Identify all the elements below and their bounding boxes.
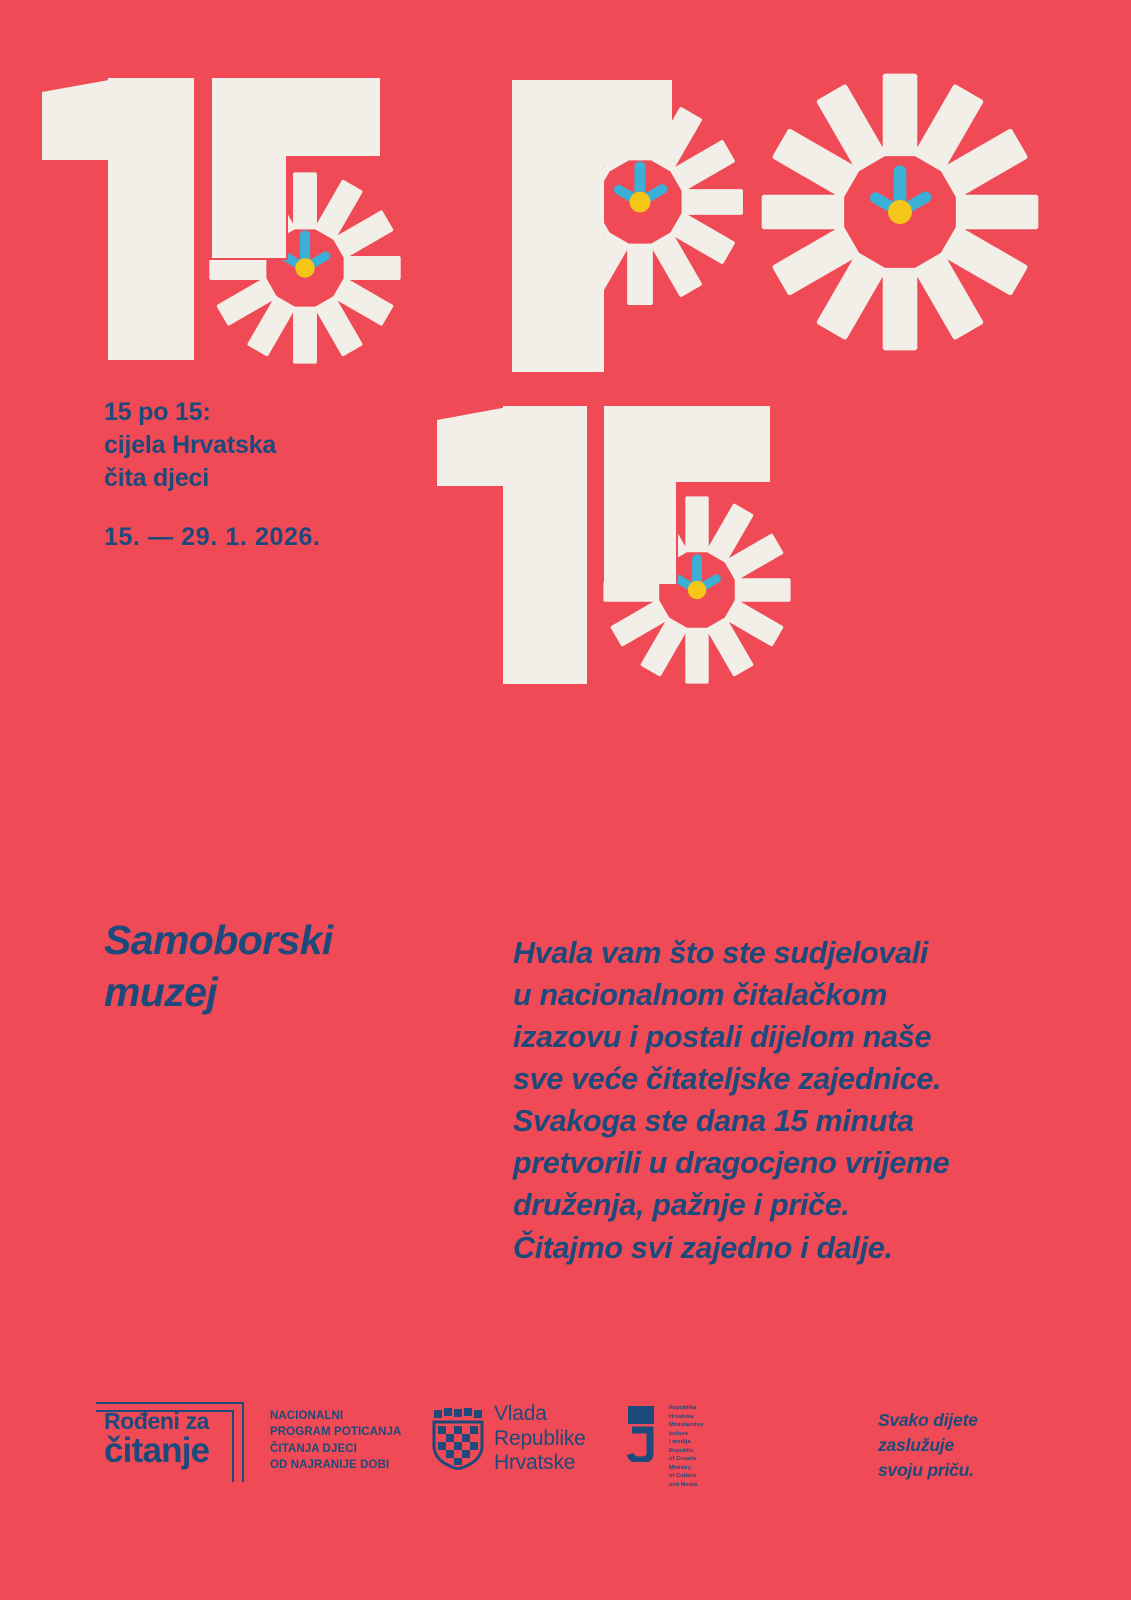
ministry-line-3: Ministarstvo xyxy=(669,1422,704,1428)
ministry-name xyxy=(669,1404,721,1489)
digit-five-first xyxy=(196,78,401,364)
message-line-1: Hvala vam što ste sudjelovali xyxy=(513,936,929,970)
institution-name xyxy=(104,915,464,1018)
ministry-line-10: and Media xyxy=(669,1481,698,1488)
ministry-line-7: of Croatia xyxy=(669,1456,697,1462)
ministry-line-8: Ministry xyxy=(669,1464,692,1471)
ministry-mark-icon xyxy=(626,1404,660,1462)
program-description xyxy=(270,1408,401,1473)
message-line-4: sve veće čitateljske zajednice. xyxy=(513,1062,942,1097)
institution-line-2: muzej xyxy=(104,968,218,1015)
government-name xyxy=(494,1402,586,1476)
event-dates: 15. — 29. 1. 2026. xyxy=(104,523,321,551)
digit-five-second xyxy=(592,406,791,684)
tagline-line-1: Svako dijete xyxy=(878,1410,978,1430)
program-line-1: NACIONALNI xyxy=(270,1410,344,1422)
program-line-3: ČITANJA DJECI xyxy=(270,1442,357,1455)
intro-block xyxy=(104,396,321,554)
government-logo xyxy=(432,1402,586,1476)
message-line-2: u nacionalnom čitalačkom xyxy=(513,978,888,1013)
ministry-line-9: of Culture xyxy=(669,1473,697,1479)
tagline-line-2: zaslužuje xyxy=(878,1435,955,1456)
ministry-logo xyxy=(626,1404,721,1489)
message-line-6: pretvorili u dragocjeno vrijeme xyxy=(513,1146,950,1181)
letter-p xyxy=(512,80,743,372)
message-line-3: izazovu i postali dijelom naše xyxy=(513,1020,932,1055)
intro-line-2: cijela Hrvatska xyxy=(104,431,277,459)
ministry-line-1: Republika xyxy=(669,1405,697,1411)
footer xyxy=(0,1380,1131,1520)
headline-lockup xyxy=(0,0,1131,720)
digit-one-second xyxy=(437,406,587,684)
program-line-2: PROGRAM POTICANJA xyxy=(270,1426,402,1439)
footer-tagline xyxy=(878,1408,978,1484)
government-line-1: Vlada xyxy=(494,1402,547,1425)
letter-o xyxy=(762,74,1039,351)
intro-line-1: 15 po 15: xyxy=(104,398,211,426)
digit-one-first xyxy=(42,78,194,360)
program-line-4: OD NAJRANIJE DOBI xyxy=(270,1458,390,1471)
government-line-2: Republike xyxy=(494,1426,586,1450)
rodeni-za-citanje-logo xyxy=(104,1396,254,1476)
thank-you-message xyxy=(513,932,1053,1269)
rodeni-logo-line-1: Rođeni za xyxy=(104,1408,210,1434)
croatian-coat-of-arms-icon xyxy=(432,1408,484,1470)
institution-line-1: Samoborski xyxy=(104,917,333,963)
ministry-line-4: kulture xyxy=(669,1430,689,1437)
ministry-line-6: Republic xyxy=(669,1447,694,1454)
message-line-7: druženja, pažnje i priče. xyxy=(513,1188,850,1223)
tagline-line-3: svoju priču. xyxy=(878,1460,974,1481)
message-line-8: Čitajmo svi zajedno i dalje. xyxy=(513,1230,893,1265)
ministry-line-2: Hrvatska xyxy=(669,1413,694,1420)
intro-line-3: čita djeci xyxy=(104,464,209,492)
ministry-line-5: i medija xyxy=(669,1439,691,1445)
headline-graphic xyxy=(0,0,1131,720)
rodeni-logo-line-2: čitanje xyxy=(104,1431,210,1470)
message-line-5: Svakoga ste dana 15 minuta xyxy=(513,1104,914,1139)
government-line-3: Hrvatske xyxy=(494,1451,576,1475)
